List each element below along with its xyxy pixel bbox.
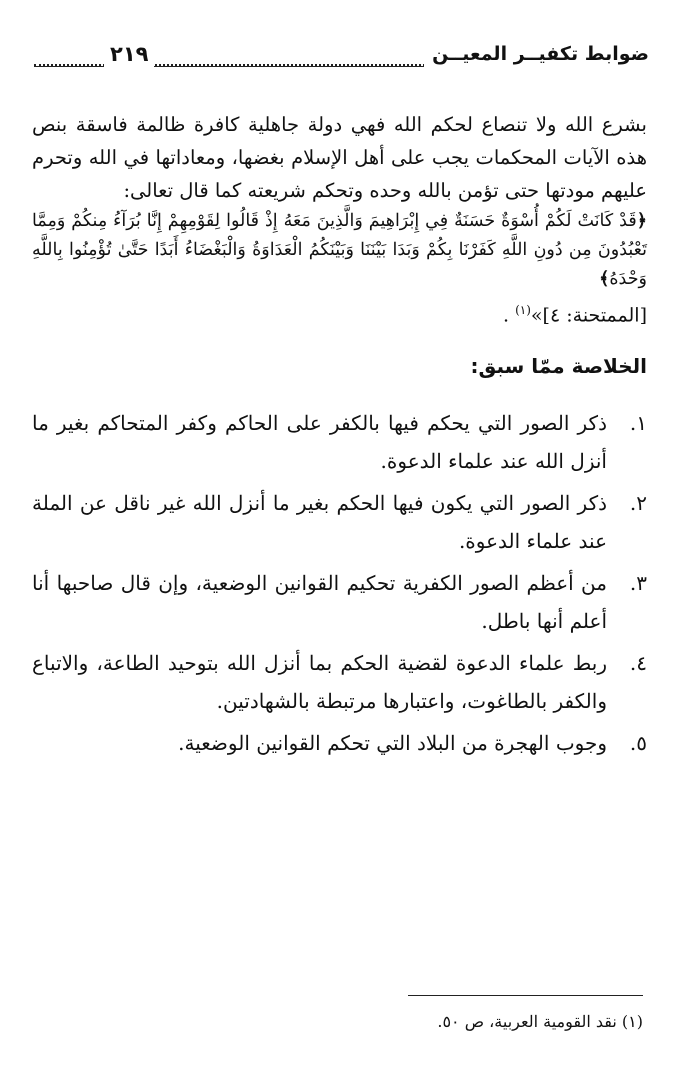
list-item — [32, 484, 647, 560]
item-number: ٥. — [629, 731, 647, 755]
footnote-marker: (١) — [621, 1012, 643, 1031]
summary-heading: الخلاصة ممّا سبق: — [470, 354, 647, 378]
running-header — [34, 40, 649, 76]
list-item — [32, 404, 647, 480]
item-number: ١. — [629, 411, 647, 435]
item-text: ذكر الصور التي يكون فيها الحكم بغير ما أنزل الله غير ناقل عن الملة عند علماء الدعوة. — [32, 491, 607, 553]
citation-end: . — [503, 304, 510, 327]
main-text — [32, 108, 647, 332]
quran-open-bracket: ﴿ — [636, 211, 647, 231]
summary-list — [32, 404, 647, 766]
footnote-ref: (١) — [515, 303, 531, 317]
list-item — [32, 564, 647, 640]
list-item — [32, 724, 647, 762]
item-text: من أعظم الصور الكفرية تحكيم القوانين الوضعية، وإن قال صاحبها أنا أعلم أنها باطل. — [32, 571, 607, 633]
footnote-divider — [408, 995, 643, 996]
verse-citation — [32, 294, 647, 332]
item-text: ربط علماء الدعوة لقضية الحكم بما أنزل الله بتوحيد الطاعة، والاتباع والكفر بالطاغوت، واعتبارها مرتبطة بالشهادتين. — [32, 651, 607, 713]
quran-text: قَدْ كَانَتْ لَكُمْ أُسْوَةٌ حَسَنَةٌ فِي إِبْرَاهِيمَ وَالَّذِينَ مَعَهُ إِذْ قَالُوا لِقَوْمِهِمْ إِنَّا بُرَآءُ مِنكُمْ وَمِمَّا تَعْبُدُونَ مِن دُونِ اللَّهِ كَفَرْنَا بِكُمْ وَبَدَا بَيْنَنَا وَبَيْنَكُمُ الْعَدَاوَةُ وَالْبَغْضَاءُ أَبَدًا حَتَّىٰ تُؤْمِنُوا بِاللَّهِ وَحْدَهُ — [32, 211, 647, 289]
list-item — [32, 644, 647, 720]
quran-close-bracket: ﴾ — [599, 269, 610, 289]
item-number: ٤. — [629, 651, 647, 675]
quran-verse — [32, 207, 647, 294]
footnote — [437, 1010, 643, 1034]
item-text: ذكر الصور التي يحكم فيها بالكفر على الحاكم وكفر المتحاكم بغير ما أنزل الله عند علماء الدعوة. — [32, 411, 607, 473]
header-title: ضوابط تكفيــر المعيــن — [424, 40, 649, 68]
citation-text: [الممتحنة: ٤]» — [530, 304, 647, 327]
item-text: وجوب الهجرة من البلاد التي تحكم القوانين الوضعية. — [178, 731, 607, 755]
item-number: ٢. — [629, 491, 647, 515]
page-number: ٢١٩ — [104, 40, 154, 68]
body-paragraph: بشرع الله ولا تنصاع لحكم الله فهي دولة جاهلية كافرة ظالمة فاسقة بنص هذه الآيات المحكمات يجب على أهل الإسلام بغضها، ومعاداتها في الله وتحرم عليهم مودتها حتى تؤمن بالله وحده وتحكم شريعته كما قال تعالى: — [32, 113, 647, 202]
item-number: ٣. — [629, 571, 647, 595]
footnote-text: نقد القومية العربية، ص ٥٠. — [437, 1012, 617, 1031]
